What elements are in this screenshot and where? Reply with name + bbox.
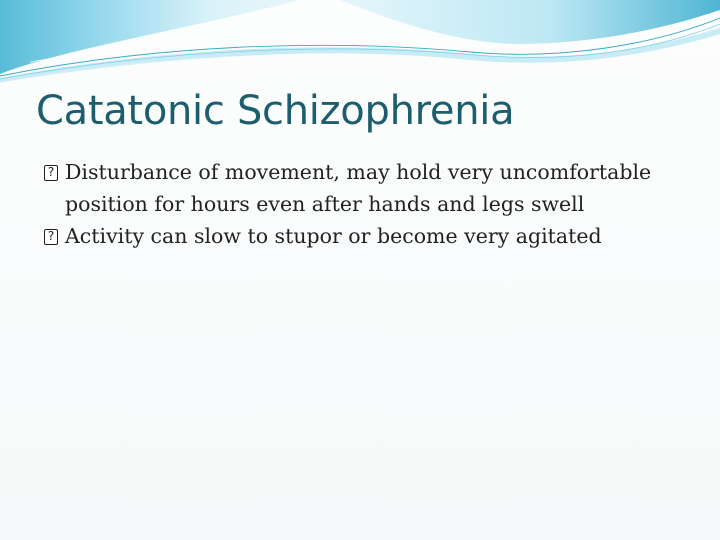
missing-glyph-icon: ? — [44, 229, 58, 245]
header-wave-decoration — [0, 0, 720, 100]
bullet-text: Disturbance of movement, may hold very uncomfortable position for hours even after hands and legs swell — [65, 160, 652, 216]
wave-band-right — [340, 0, 720, 44]
missing-glyph-icon: ? — [44, 165, 58, 181]
bullet-item — [44, 156, 684, 220]
bullet-list — [44, 156, 684, 252]
slide-title: Catatonic Schizophrenia — [36, 88, 515, 134]
bullet-text: Activity can slow to stupor or become very agitated — [65, 224, 602, 248]
bullet-item — [44, 220, 684, 252]
